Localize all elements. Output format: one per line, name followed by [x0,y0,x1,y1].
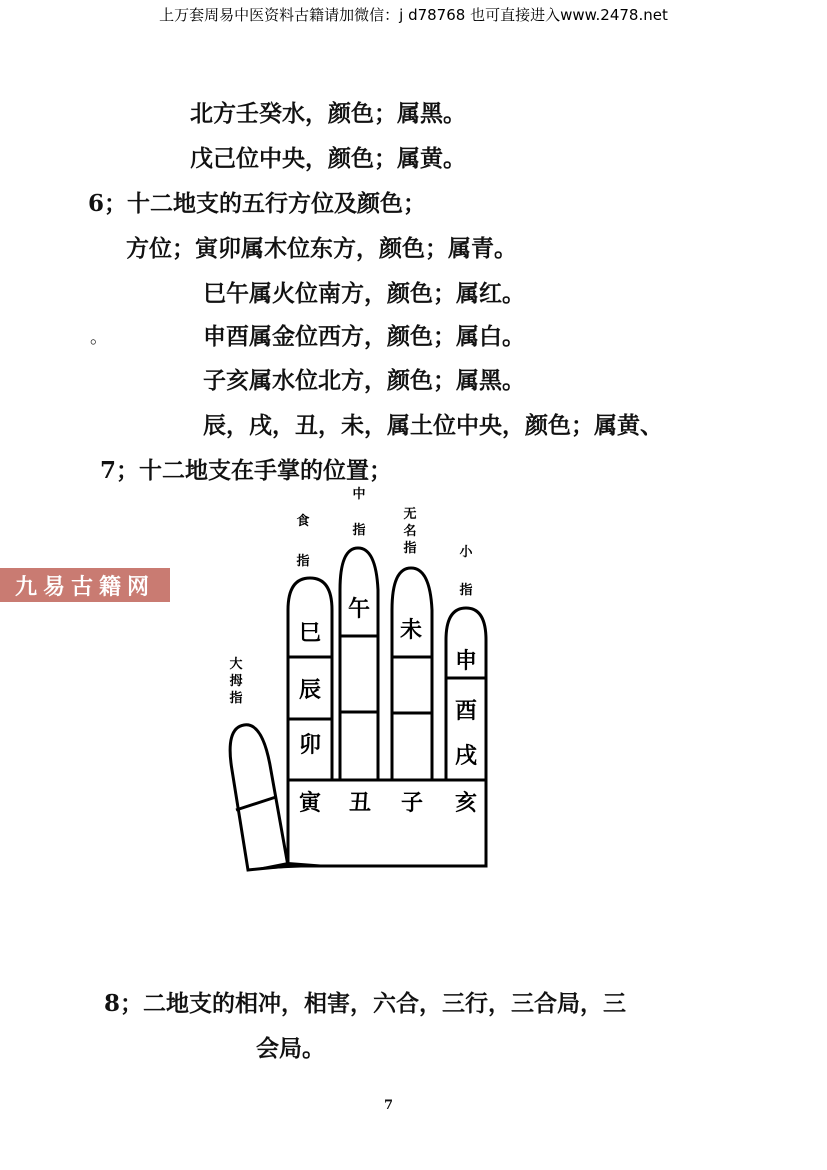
text-line-continuation: 会局。 [256,1035,325,1062]
page-number: 7 [384,1098,394,1113]
palm-shadow [248,862,340,870]
section-heading-8: 8；二地支的相冲，相害，六合，三行，三合局，三 [104,990,627,1017]
little-cell-2: 酉 [454,699,478,724]
text-line-west: 申酉属金位西方，颜色；属白。 [203,323,525,350]
text-line-north-branch: 子亥属水位北方，颜色；属黑。 [203,367,525,394]
index-cell-1: 巳 [298,621,322,646]
section-heading-7: 7；十二地支在手掌的位置； [100,457,393,484]
index-cell-2: 辰 [298,678,322,703]
palm-cell-3: 子 [400,791,424,816]
text-line-south: 巳午属火位南方，颜色；属红。 [203,280,525,307]
section-heading-6: 6；十二地支的五行方位及颜色； [88,190,427,217]
palm-cell-4: 亥 [454,791,478,816]
thumb-outline [230,725,288,870]
ring-finger-outline [392,568,432,780]
text-line-north: 北方壬癸水，颜色；属黑。 [190,100,466,127]
index-label: 食指 [296,514,310,569]
palm-cell-1: 寅 [298,791,322,816]
little-cell-3: 戌 [454,744,478,769]
middle-label: 中指 [352,487,366,538]
text-line-earth: 辰，戌，丑，未，属土位中央，颜色；属黄、 [203,412,663,439]
header-banner: 上万套周易中医资料古籍请加微信：j d78768 也可直接进入www.2478.net [159,6,668,24]
index-cell-3: 卯 [298,733,322,758]
watermark-logo: 九易古籍网 [0,568,170,602]
little-label: 小指 [459,545,473,598]
text-line-center: 戊己位中央，颜色；属黄。 [190,145,466,172]
middle-finger-outline [340,548,378,780]
thumb-label: 大拇指 [229,657,243,706]
ring-cell-1: 未 [399,618,423,643]
little-cell-1: 申 [454,649,478,674]
middle-cell-1: 午 [347,597,371,622]
ring-label: 无名指 [403,507,417,556]
text-line-east: 方位；寅卯属木位东方，颜色；属青。 [126,235,517,262]
stray-mark: 。 [90,327,108,348]
thumb-divider [236,797,276,810]
palm-cell-2: 丑 [348,791,372,816]
